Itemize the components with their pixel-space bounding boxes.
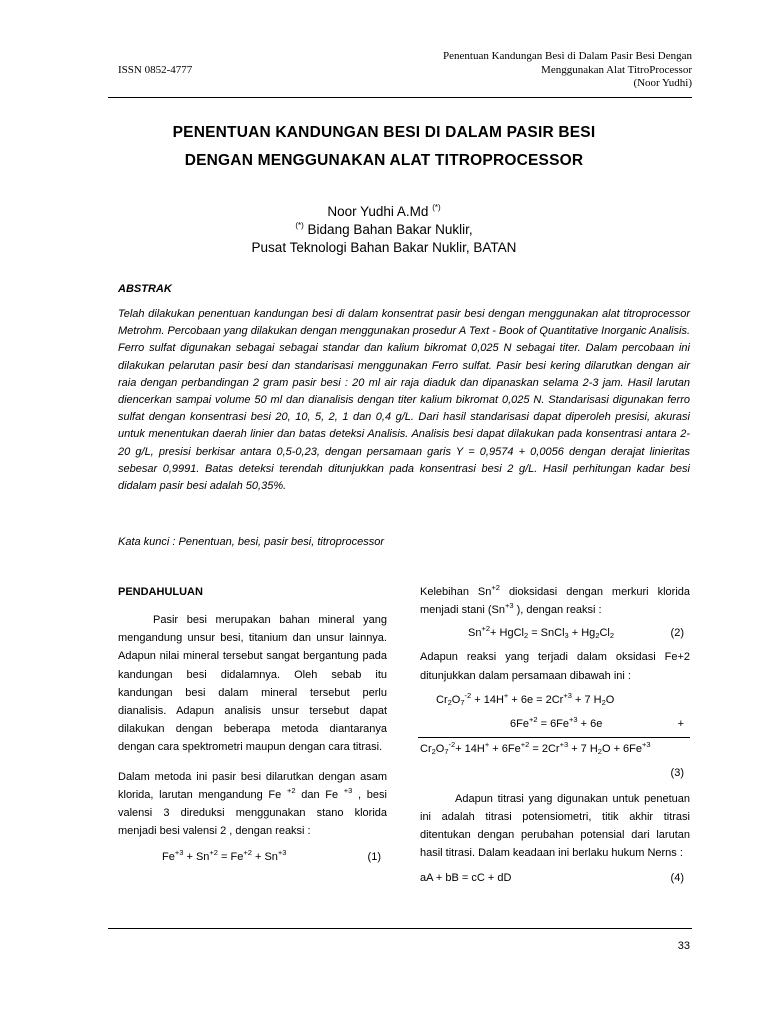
issn-label: ISSN 0852-4777 [118,64,193,76]
abstract-heading: ABSTRAK [118,283,172,295]
eq-sup: -2 [448,739,456,749]
eq-sup: +2 [520,739,530,749]
eq-text: + 14H [455,742,485,755]
running-header [372,50,692,91]
eq-text: O + 6Fe [601,742,643,755]
eq-text: + 14H [471,693,504,706]
eq-sup: +3 [277,848,287,858]
eq-sup: +2 [481,624,491,634]
eq-sup: +2 [528,714,538,724]
section-heading-introduction: PENDAHULUAN [118,586,203,598]
equation-4-number: (4) [670,871,684,884]
eq-sup: +3 [642,739,651,749]
abstract-body: Telah dilakukan penentuan kandungan besi di dalam konsentrat pasir besi dengan menggunakan alat titroprocessor Metrohm. Percobaan yang dilakukan dengan menggunakan prosedur A Text - Book of Quantitative Inorganic Analisis. Ferro sulfat digunakan sebagai sebagai standar dan kalium bikromat 0,025 N sebagai titer. Dalam percobaan ini dilakukan pelarutan pasir besi dan standarisasi menggunakan Ferro sulfat. Pasir besi kering dilarutkan dengan air raia dengan perbandingan 2 gram pasir besi : 20 ml air raja diaduk dan dipanaskan selama 2-3 jam. Hasil larutan diencerkan sampai volume 50 ml dan dianalisis dengan titer kalium bikromat 0,025 N. Standarisasi digunakan ferro sulfat dengan konsentrasi besi 20, 10, 5, 2, 1 dan 0,4 g/L. Dari hasil standarisasi dapat diperoleh presisi, akurasi untuk menentukan daerah linier dan batas deteksi Analisis. Analisis besi dapat dilakukan pada konsentrasi antara 2-20 g/L, presisi berkisar antara 0,5-0,23, dengan persamaan garis Y = 0,9574 + 0,0056 dengan derajat linieritas sebesar 0,9991. Batas deteksi terendah ditunjukkan pada konsentrasi besi 2 g/L. Hasil perhitungan kadar besi didalam pasir besi adalah 50,35%. [118,308,690,493]
eq-text: O [451,693,461,706]
equation-2-expression [468,624,614,642]
affiliation-footnote-mark: (*) [295,221,304,230]
superscript: +2 [286,785,296,795]
text-run: ), dengan reaksi : [513,604,602,617]
page-number: 33 [677,940,690,952]
header-divider [108,97,692,98]
equation-3-line-c [420,738,690,760]
right-paragraph-1 [420,583,690,619]
right-paragraph-3: Adapun titrasi yang digunakan untuk penetuan ini adalah titrasi potensiometri, titik akhir titrasi ditentukan dengan perubahan potensial dari larutan hasil titrasi. Dalam keadaan ini berlaku hukum Nerns : [420,792,690,860]
eq-sup: +3 [174,848,184,858]
eq-text: + 6e [577,717,603,730]
superscript: +3 [343,785,353,795]
equation-1 [118,846,387,868]
equation-3-plus-sign: + [677,717,684,730]
title-line2: DENGAN MENGGUNAKAN ALAT TITROPROCESSOR [184,152,584,169]
text-run: dan Fe [295,788,344,801]
eq-sub: 3 [564,631,569,641]
author-name: Noor Yudhi A.Md [327,204,429,219]
equation-2 [420,622,690,644]
paper-title [110,119,658,175]
eq-sup: + [484,739,490,749]
eq-text: + 7 H [568,742,598,755]
eq-text: Sn [468,627,482,640]
eq-text: O [605,693,615,706]
eq-text: 6Fe [510,717,529,730]
eq-sup: +3 [559,739,569,749]
eq-text: + 6Fe [489,742,521,755]
running-title-line1: Penentuan Kandungan Besi di Dalam Pasir Besi Dengan [443,50,692,62]
equation-3-line-b [420,713,690,735]
eq-text: + 6e = 2Cr [508,693,564,706]
eq-text: Cr [420,742,432,755]
superscript: +2 [491,583,500,592]
eq-sub: 2 [597,746,602,756]
affiliation-line1 [110,221,658,239]
equation-3-line-a [420,689,690,711]
eq-sup: +2 [243,848,252,858]
eq-text: Cl [599,627,610,640]
eq-sup: +2 [209,848,218,858]
eq-sup: + [503,690,509,700]
eq-text: = 2Cr [529,742,560,755]
equation-3-number-row [420,762,690,784]
affiliation-line2: Pusat Teknologi Bahan Bakar Nuklir, BATAN [251,240,517,255]
equation-1-expression [162,848,286,866]
right-column [420,583,690,889]
text-run: Dalam metoda ini pasir besi dilarutkan dengan asam klorida, larutan mengandung Fe [118,770,387,801]
footer-divider [108,928,692,929]
eq-sup: +3 [563,690,572,700]
eq-sub: 2 [431,746,436,756]
equation-1-number: (1) [367,851,381,864]
equation-3c-expression [420,740,651,758]
eq-text: = Fe [217,851,244,864]
eq-sub: 7 [460,697,465,707]
eq-text: + HgCl [490,627,524,640]
eq-text: Fe [162,851,175,864]
author-name-line [110,203,658,221]
eq-text: + Hg [568,627,596,640]
eq-sup: +3 [569,714,578,724]
text-run: Kelebihan Sn [420,586,492,598]
equation-4-expression: aA + bB = cC + dD [420,871,512,884]
superscript: +3 [505,601,514,611]
eq-sub: 7 [444,746,449,756]
affiliation-division: Bidang Bahan Bakar Nuklir, [307,222,473,237]
eq-text: + 7 H [571,693,602,706]
right-paragraph-2: Adapun reaksi yang terjadi dalam oksidasi Fe+2 ditunjukkan dalam persamaan dibawah ini : [420,651,690,682]
keywords: Kata kunci : Penentuan, besi, pasir besi, titroprocessor [118,536,384,548]
eq-text: = SnCl [528,627,565,640]
eq-sub: 2 [523,631,529,641]
author-footnote-mark: (*) [432,203,441,212]
eq-sub: 2 [609,631,615,641]
intro-paragraph-2 [118,768,387,841]
eq-text: O [435,742,445,755]
equation-3-number: (3) [670,766,684,779]
equation-2-number: (2) [670,627,684,640]
title-line1: PENENTUAN KANDUNGAN BESI DI DALAM PASIR BESI [172,124,596,141]
eq-text: + Sn [183,851,210,864]
running-author: (Noor Yudhi) [633,77,692,89]
eq-sub: 2 [595,631,600,641]
running-title-line2: Menggunakan Alat TitroProcessor [541,63,692,76]
equation-3b-expression [510,715,602,733]
author-block [110,203,658,257]
text-run: , besi valensi 3 direduksi menggunakan stano klorida menjadi besi valensi 2 , dengan reaksi : [118,788,387,838]
eq-sub: 2 [447,697,452,707]
intro-paragraph-1: Pasir besi merupakan bahan mineral yang mengandung unsur besi, titanium dan unsur lainnya. Adapun nilai mineral tersebut sangat bergantung pada kandungan besi didalamnya. Oleh sebab itu kandungan besi dalam mineral tersebut perlu dianalisis. Adapun analisis unsur tersebut dapat dilakukan dengan beberapa metoda diantaranya dengan cara spektrometri maupun dengan cara titrasi. [118,614,387,754]
eq-sub: 2 [601,697,606,707]
equation-3a-expression [436,691,614,709]
eq-text: = 6Fe [537,717,570,730]
text-run: dioksidasi dengan merkuri klorida menjadi stani (Sn [420,586,690,617]
eq-sup: -2 [464,690,472,700]
left-column [118,583,387,868]
equation-4 [420,867,690,889]
eq-text: + Sn [251,851,278,864]
eq-text: Cr [436,693,448,706]
